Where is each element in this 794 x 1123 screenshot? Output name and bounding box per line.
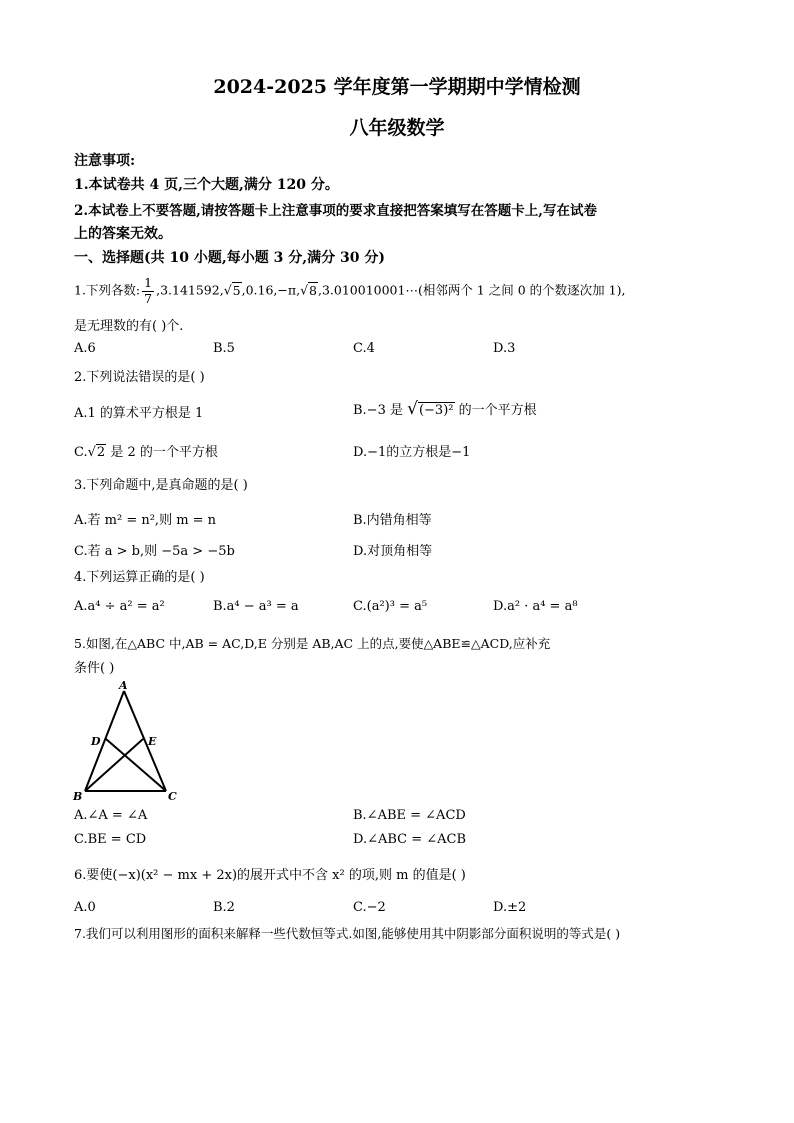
q1-option-c: C.4 [353,341,375,356]
notice-heading: 注意事项: [74,153,136,169]
q5-option-d: D.∠ABC = ∠ACB [353,832,467,847]
q4-option-c: C.(a²)³ = a⁵ [353,599,428,614]
vertex-label-d: D [91,735,101,748]
q1-text-3: ,3.010010001⋯(相邻两个 1 之间 0 的个数逐次加 1), [317,282,626,298]
q1-sqrt8: 8 [309,282,317,298]
q5-stem: 5.如图,在△ABC 中,AB = AC,D,E 分别是 AB,AC 上的点,要使△ABE≌△ACD,应补充 [74,636,551,651]
q1-option-a: A.6 [74,341,96,356]
q2-option-a: A.1 的算术平方根是 1 [74,406,204,421]
q4-option-b: B.a⁴ − a³ = a [213,599,299,614]
vertex-label-b: B [73,790,83,803]
sqrt-symbol: √ [407,399,418,419]
q1-sqrt5: 5 [232,282,241,298]
q5-option-a: A.∠A = ∠A [74,808,148,823]
q6-option-d: D.±2 [493,900,527,915]
notice-item-2-cont: 上的答案无效。 [74,226,172,242]
q5-option-c: C.BE = CD [74,832,147,847]
q3-option-b: B.内错角相等 [353,513,432,528]
q1-stem-line2: 是无理数的有( )个. [74,319,184,334]
q6-stem: 6.要使(−x)(x² − mx + 2x)的展开式中不含 x² 的项,则 m 的值是( ) [74,868,466,883]
q1-lead: 1.下列各数: [74,282,141,298]
vertex-label-e: E [148,735,157,748]
q4-option-a: A.a⁴ ÷ a² = a² [74,599,165,614]
triangle-figure [70,678,190,803]
q1-option-b: B.5 [213,341,235,356]
q6-option-b: B.2 [213,900,235,915]
q6-option-a: A.0 [74,900,96,915]
q3-option-d: D.对顶角相等 [353,544,433,559]
q3-stem: 3.下列命题中,是真命题的是( ) [74,478,248,493]
q1-stem [74,277,625,305]
notice-item-2: 2.本试卷上不要答题,请按答题卡上注意事项的要求直接把答案填写在答题卡上,写在试卷 [74,203,597,219]
vertex-label-c: C [168,790,177,803]
q3-option-a: A.若 m² = n²,则 m = n [74,513,217,528]
exam-subtitle: 八年级数学 [349,117,445,139]
q2-option-b: B.−3 是 √(−3)² 的一个平方根 [353,399,537,419]
q2-option-c: C.√2 是 2 的一个平方根 [74,445,218,460]
q5-option-b: B.∠ABE = ∠ACD [353,808,466,823]
q1-fraction: $\frac{1}{7}$ [144,275,153,306]
section-1-heading: 一、选择题(共 10 小题,每小题 3 分,满分 30 分) [74,250,385,266]
q2-option-b-radicand: (−3)² [418,403,454,418]
sqrt-symbol: √ [223,282,232,298]
q5-stem-line2: 条件( ) [74,661,115,676]
sqrt-symbol: √ [87,445,96,460]
side-ac [124,691,166,791]
q1-option-d: D.3 [493,341,516,356]
q1-text-2: ,0.16,−π, [241,282,301,298]
q1-text-1: ,3.141592, [156,282,224,298]
q6-option-c: C.−2 [353,900,386,915]
exam-title: 2024-2025 学年度第一学期期中学情检测 [213,76,581,98]
q2-option-c-radicand: 2 [96,445,106,460]
q2-stem: 2.下列说法错误的是( ) [74,370,205,385]
q3-option-c: C.若 a > b,则 −5a > −5b [74,544,235,559]
q4-stem: 4.下列运算正确的是( ) [74,570,205,585]
vertex-label-a: A [119,679,128,692]
q2-option-d: D.−1的立方根是−1 [353,445,471,460]
q4-option-d: D.a² · a⁴ = a⁸ [493,599,578,614]
sqrt-symbol: √ [300,282,309,298]
q7-stem: 7.我们可以利用图形的面积来解释一些代数恒等式.如图,能够使用其中阴影部分面积说明的等式是( ) [74,926,621,941]
notice-item-1: 1.本试卷共 4 页,三个大题,满分 120 分。 [74,177,339,193]
